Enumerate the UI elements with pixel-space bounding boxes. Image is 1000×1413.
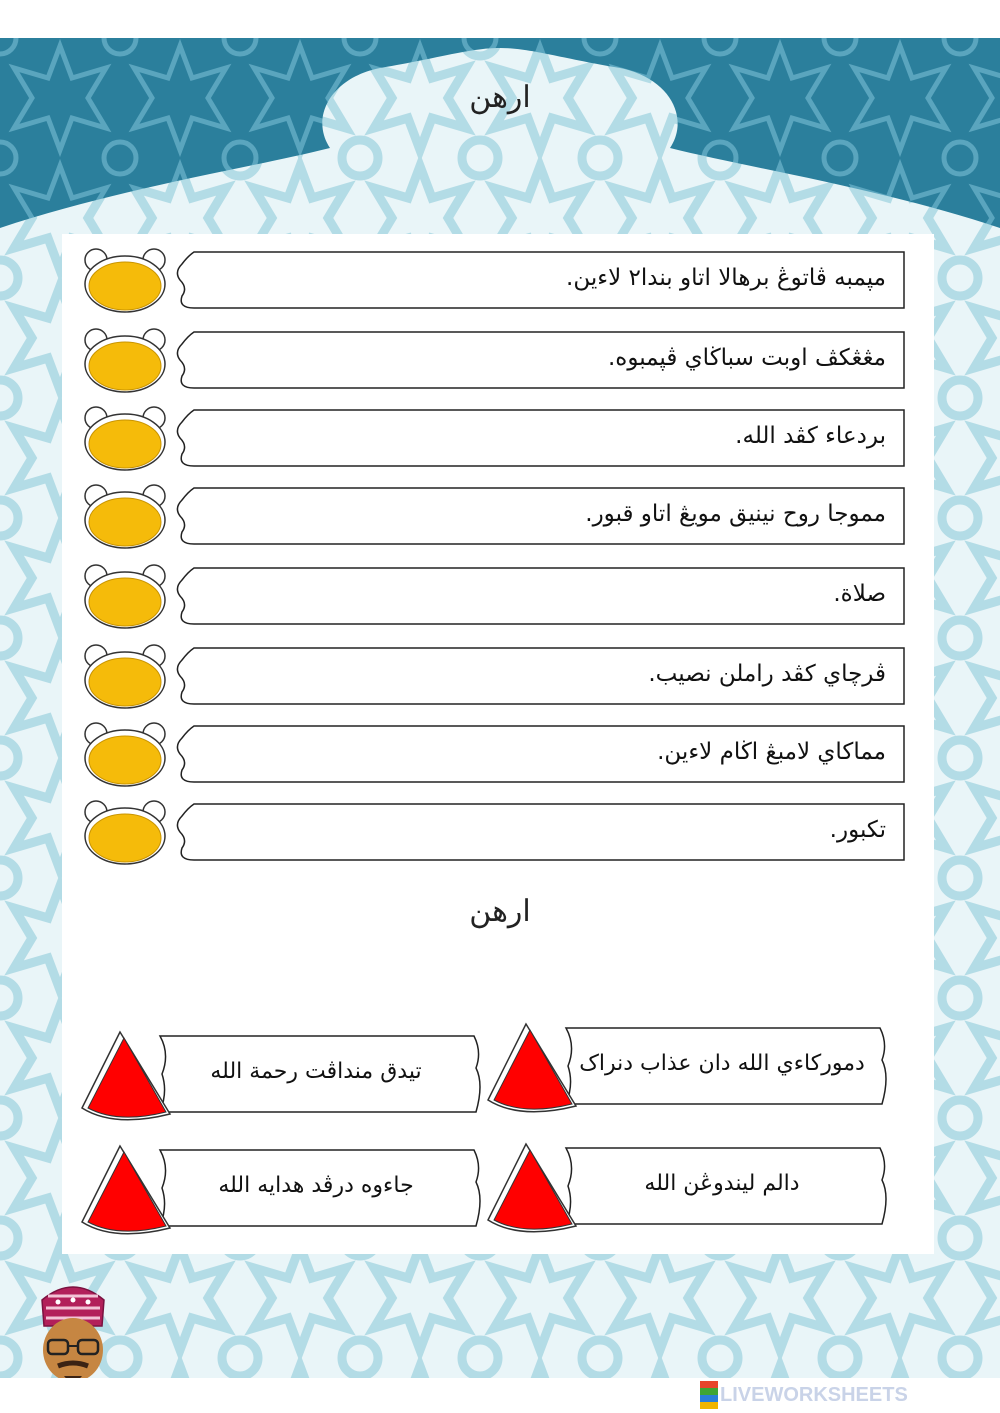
statement-row [62, 720, 934, 790]
answer-drop-zone[interactable] [82, 484, 168, 550]
answer-wedge[interactable] [74, 1142, 174, 1238]
statement-text: تكبور. [829, 817, 886, 843]
section-1-title: ارهن [469, 80, 531, 115]
statement-text: ڤرچاي كڤد راملن نصيب. [648, 661, 886, 687]
statement-row [62, 562, 934, 632]
consequence-text: جاءوه درڤد هدايه الله [218, 1173, 414, 1198]
statement-row [62, 482, 934, 552]
answer-drop-zone[interactable] [82, 722, 168, 788]
answer-wedge[interactable] [480, 1020, 580, 1116]
answer-drop-zone[interactable] [82, 406, 168, 472]
answer-wedge[interactable] [480, 1140, 580, 1236]
statement-text: مماكاي لامبڠ اڬام لاءين. [657, 739, 886, 765]
statement-frame [174, 802, 908, 862]
statement-row [62, 404, 934, 474]
answer-wedge[interactable] [74, 1028, 174, 1124]
section-2-title: ارهن [469, 894, 531, 929]
consequence-card [74, 1028, 494, 1124]
statement-frame [174, 566, 908, 626]
consequence-card [74, 1142, 494, 1238]
answer-drop-zone[interactable] [82, 564, 168, 630]
statement-row [62, 326, 934, 396]
statement-row [62, 246, 934, 316]
statement-text: صلاة. [833, 581, 886, 607]
statement-text: مپمبه ڤاتوڠ برهالا اتاو بندا٢ لاءين. [566, 265, 886, 291]
watermark-text: LIVEWORKSHEETS [720, 1383, 908, 1406]
consequence-card [480, 1140, 900, 1236]
answer-drop-zone[interactable] [82, 644, 168, 710]
answer-drop-zone[interactable] [82, 248, 168, 314]
consequence-text: دموركاءي الله دان عذاب دنراک [579, 1051, 865, 1076]
statement-text: مڠڠكڤ اوبت سباڬاي ڤپمبوه. [607, 345, 886, 371]
consequence-text: دالم ليندوڠن الله [644, 1171, 800, 1196]
consequence-text: تيدق منداڤت رحمة الله [210, 1059, 422, 1084]
answer-drop-zone[interactable] [82, 328, 168, 394]
worksheet-panel [62, 234, 934, 1254]
statement-text: بردعاء كڤد الله. [735, 423, 886, 449]
statement-text: مموجا روح نينيق مويڠ اتاو قبور. [585, 501, 886, 527]
watermark [700, 1380, 908, 1410]
statement-row [62, 798, 934, 868]
consequence-card [480, 1020, 900, 1116]
watermark-logo-icon [700, 1381, 718, 1409]
statement-row [62, 642, 934, 712]
answer-drop-zone[interactable] [82, 800, 168, 866]
